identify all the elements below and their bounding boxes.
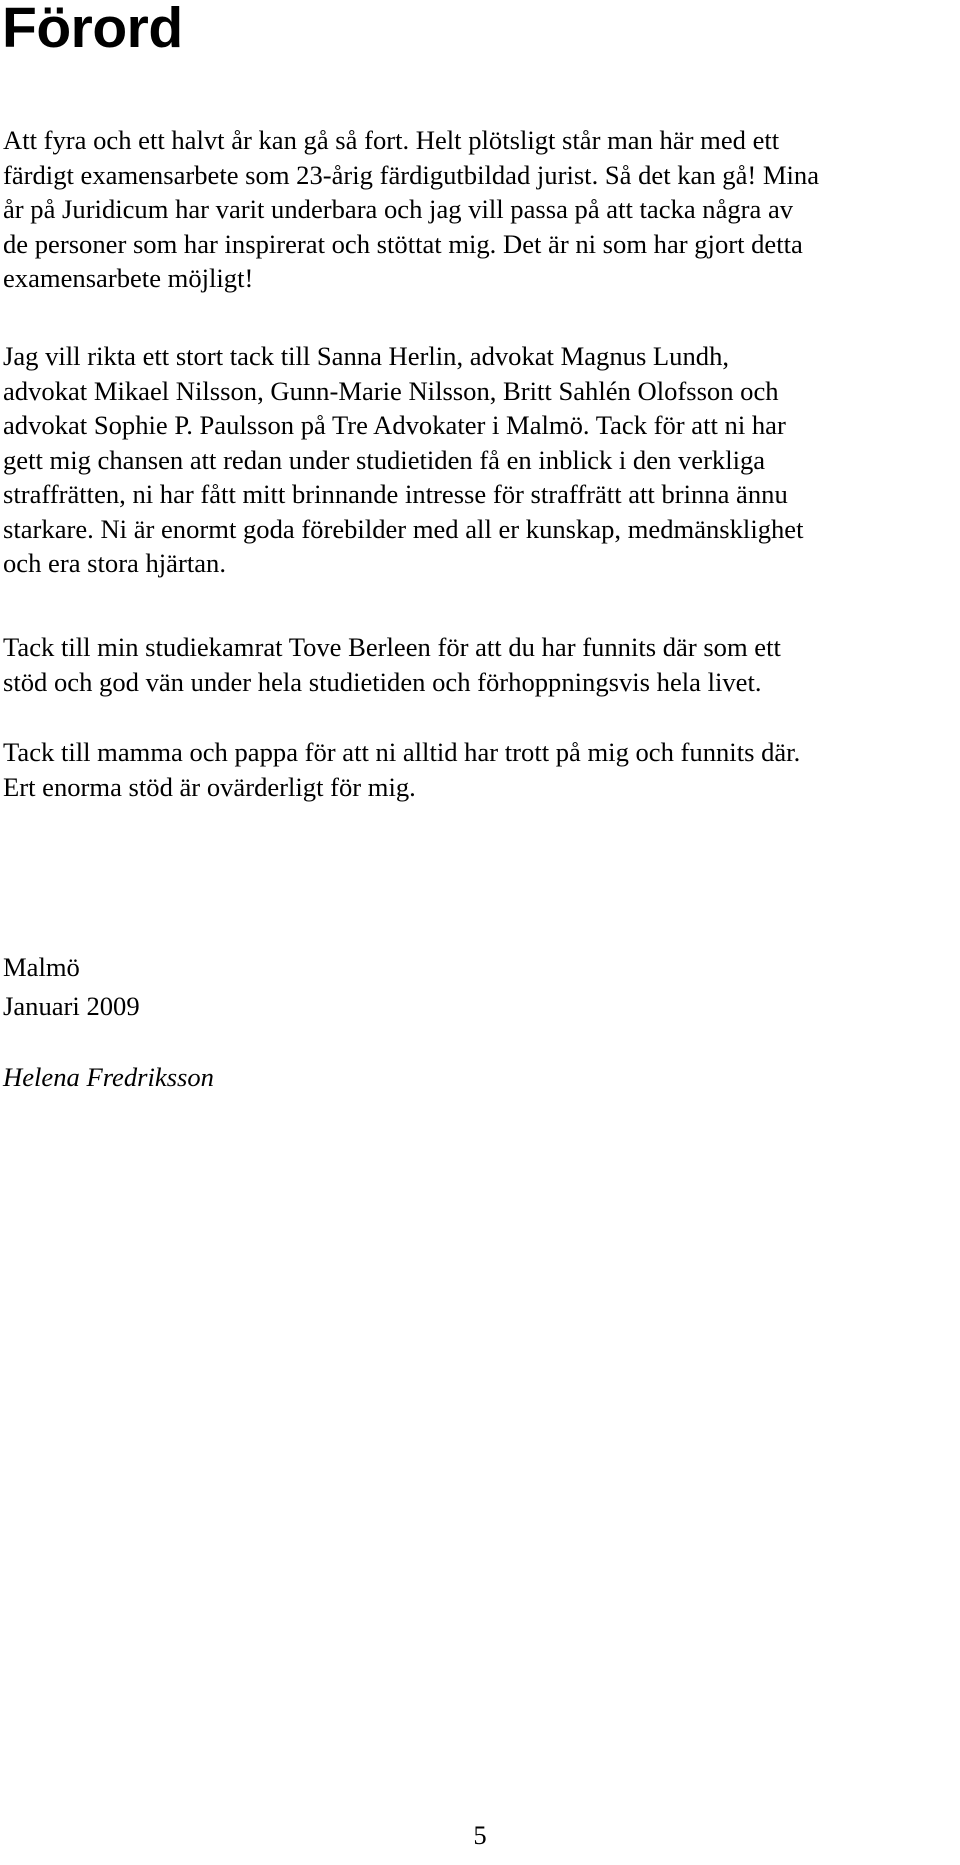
page-number-value: 5 bbox=[473, 1820, 487, 1850]
paragraph-line: gett mig chansen att redan under studietiden få en inblick i den verkliga bbox=[3, 444, 766, 475]
paragraph-line: starkare. Ni är enormt goda förebilder med all er kunskap, medmänsklighet bbox=[3, 513, 804, 544]
paragraph-line: färdigt examensarbete som 23-årig färdigutbildad jurist. Så det kan gå! Mina bbox=[3, 159, 820, 190]
paragraph-line: stöd och god vän under hela studietiden och förhoppningsvis hela livet. bbox=[3, 666, 762, 697]
signature-name: Helena Fredriksson bbox=[3, 1062, 214, 1092]
paragraph-line: Ert enorma stöd är ovärderligt för mig. bbox=[3, 771, 416, 802]
paragraph-line: och era stora hjärtan. bbox=[3, 548, 226, 578]
paragraph-thanks-advokater bbox=[3, 339, 953, 581]
paragraph-line: Tack till min studiekamrat Tove Berleen för att du har funnits där som ett bbox=[3, 632, 781, 662]
paragraph-line: straffrätten, ni har fått mitt brinnande intresse för straffrätt att brinna ännu bbox=[3, 479, 788, 509]
paragraph-line: examensarbete möjligt! bbox=[3, 263, 254, 293]
paragraph-line: Att fyra och ett halvt år kan gå så fort. Helt plötsligt står man här med ett bbox=[3, 125, 780, 155]
paragraph-intro bbox=[3, 123, 953, 296]
paragraph-thanks-friend bbox=[3, 630, 953, 699]
signature-date: Januari 2009 bbox=[3, 991, 140, 1021]
paragraph-line: år på Juridicum har varit underbara och jag vill passa på att tacka några av bbox=[3, 194, 794, 224]
paragraph-line: Jag vill rikta ett stort tack till Sanna Herlin, advokat Magnus Lundh, bbox=[3, 341, 730, 371]
paragraph-line: advokat Mikael Nilsson, Gunn-Marie Nilsson, Britt Sahlén Olofsson och bbox=[3, 375, 779, 406]
page-number bbox=[0, 1818, 960, 1852]
paragraph-line: advokat Sophie P. Paulsson på Tre Advokater i Malmö. Tack för att ni har bbox=[3, 410, 786, 440]
page-title: Förord bbox=[2, 0, 183, 60]
paragraph-line: Tack till mamma och pappa för att ni alltid har trott på mig och funnits där. bbox=[3, 737, 801, 767]
paragraph-thanks-parents bbox=[3, 735, 953, 804]
paragraph-line: de personer som har inspirerat och stöttat mig. Det är ni som har gjort detta bbox=[3, 228, 803, 259]
signature-place: Malmö bbox=[3, 952, 80, 982]
